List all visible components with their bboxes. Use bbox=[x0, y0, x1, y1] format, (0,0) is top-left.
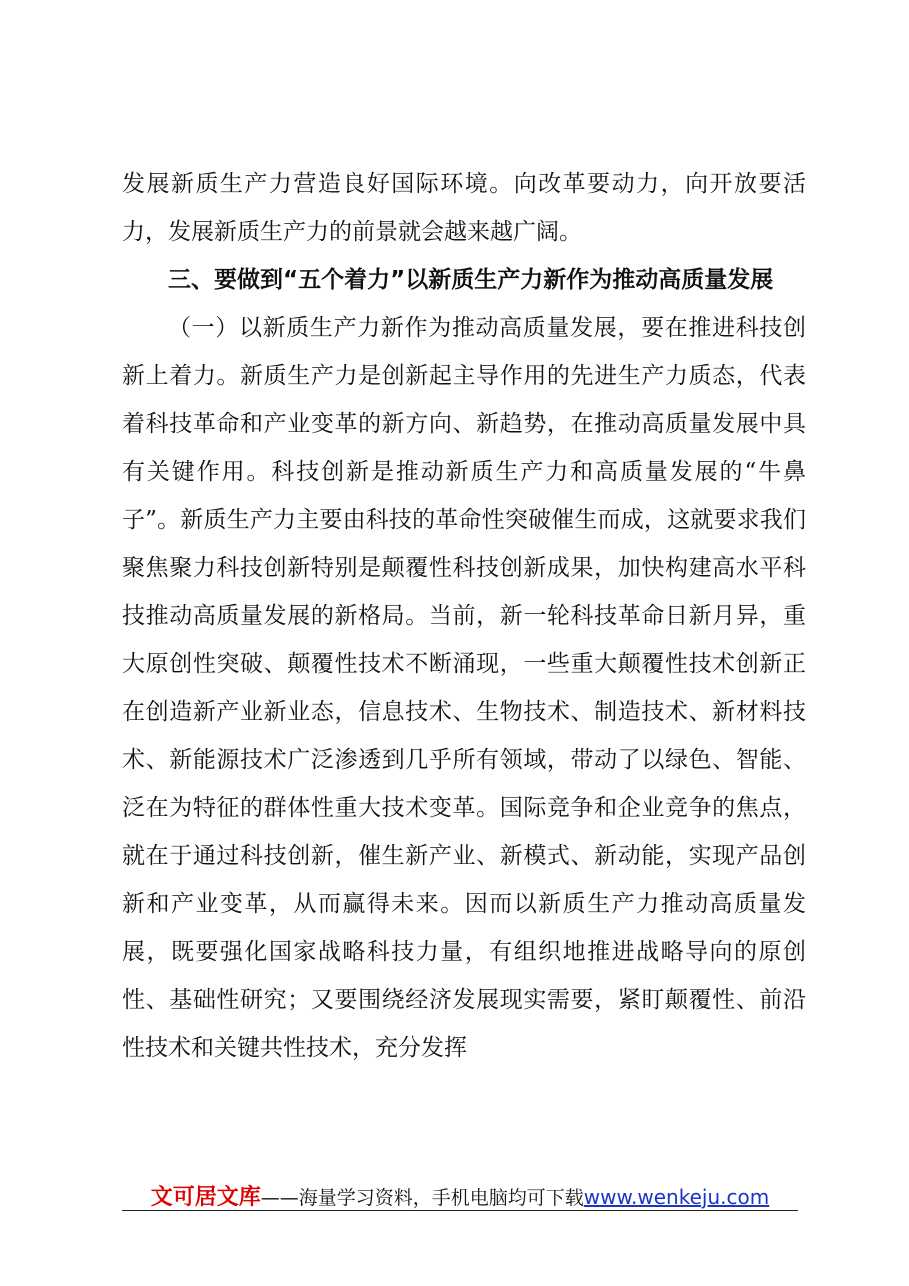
footer-brand: 文可居文库 bbox=[150, 1185, 261, 1210]
document-body bbox=[122, 160, 806, 1072]
paragraph-body: （一）以新质生产力新作为推动高质量发展，要在推进科技创新上着力。新质生产力是创新起主导作用的先进生产力质态，代表着科技革命和产业变革的新方向、新趋势，在推动高质量发展中具有关键作用。科技创新是推动新质生产力和高质量发展的“牛鼻子”。新质生产力主要由科技的革命性突破催生而成，这就要求我们聚焦聚力科技创新特别是颠覆性科技创新成果，加快构建高水平科技推动高质量发展的新格局。当前，新一轮科技革命日新月异，重大原创性突破、颠覆性技术不断涌现，一些重大颠覆性技术创新正在创造新产业新业态，信息技术、生物技术、制造技术、新材料技术、新能源技术广泛渗透到几乎所有领域，带动了以绿色、智能、泛在为特征的群体性重大技术变革。国际竞争和企业竞争的焦点，就在于通过科技创新，催生新产业、新模式、新动能，实现产品创新和产业变革，从而赢得未来。因而以新质生产力推动高质量发展，既要强化国家战略科技力量，有组织地推进战略导向的原创性、基础性研究；又要围绕经济发展现实需要，紧盯颠覆性、前沿性技术和关键共性技术，充分发挥 bbox=[122, 315, 806, 1061]
footer-link[interactable]: www.wenkeju.com bbox=[583, 1185, 770, 1209]
page-footer bbox=[122, 1180, 798, 1211]
footer-divider bbox=[122, 1210, 798, 1211]
paragraph-continuation: 发展新质生产力营造良好国际环境。向改革要动力，向开放要活力，发展新质生产力的前景就会越来越广阔。 bbox=[122, 171, 806, 245]
section-heading: 三、要做到“五个着力”以新质生产力新作为推动高质量发展 bbox=[168, 267, 774, 293]
footer-slogan: ——海量学习资料，手机电脑均可下载 bbox=[260, 1187, 584, 1209]
